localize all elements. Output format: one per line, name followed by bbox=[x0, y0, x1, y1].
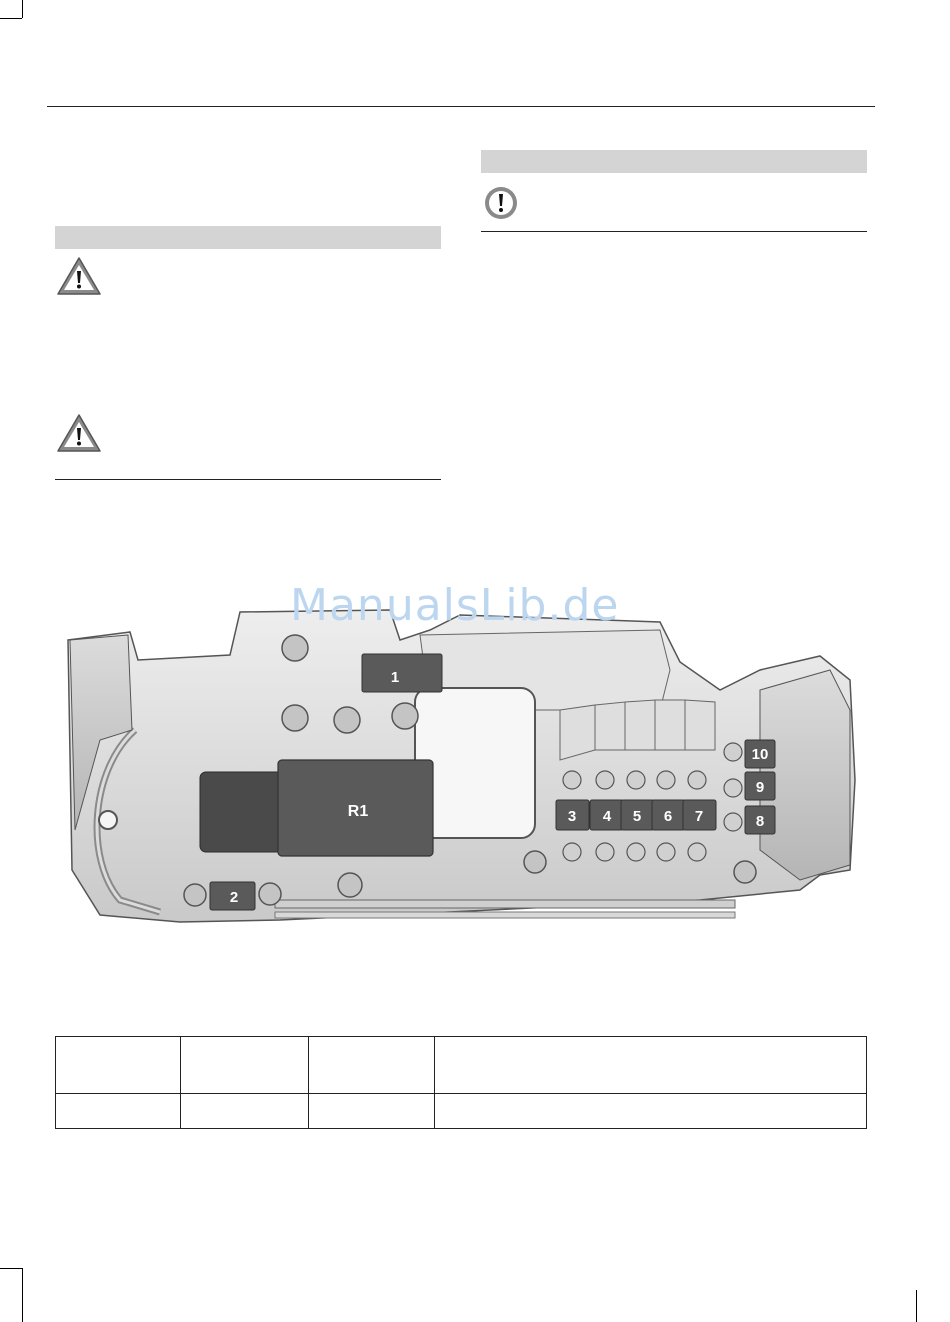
crop-mark-top-left-h bbox=[0, 18, 22, 19]
warning-block-end-rule bbox=[55, 479, 441, 480]
table-cell bbox=[435, 1094, 867, 1129]
watermark: ManualsLib.de bbox=[290, 580, 620, 631]
table-cell bbox=[181, 1094, 309, 1129]
notice-block-end-rule bbox=[481, 231, 867, 232]
label-relay-r1: R1 bbox=[347, 803, 369, 820]
crop-mark-bottom-left-h bbox=[0, 1268, 22, 1269]
exclamation-circle-icon bbox=[483, 185, 519, 226]
bottom-rail bbox=[275, 900, 735, 908]
label-fuse-8: 8 bbox=[755, 813, 765, 830]
mount-hole bbox=[99, 811, 117, 829]
label-fuse-2: 2 bbox=[229, 889, 239, 906]
warning-triangle-icon bbox=[55, 412, 103, 459]
label-fuse-5: 5 bbox=[632, 808, 642, 825]
table-cell bbox=[435, 1037, 867, 1094]
table-cell bbox=[181, 1037, 309, 1094]
table-header-row bbox=[56, 1037, 867, 1094]
label-fuse-1: 1 bbox=[390, 669, 400, 686]
notice-header-band bbox=[481, 150, 867, 173]
header-rule bbox=[47, 106, 875, 107]
label-fuse-9: 9 bbox=[755, 779, 765, 796]
table-row bbox=[56, 1094, 867, 1129]
label-fuse-7: 7 bbox=[694, 808, 704, 825]
table-cell bbox=[309, 1094, 435, 1129]
label-fuse-10: 10 bbox=[751, 746, 769, 763]
crop-mark-bottom-right-v bbox=[916, 1290, 917, 1322]
warning-triangle-icon bbox=[55, 255, 103, 302]
table-cell bbox=[309, 1037, 435, 1094]
crop-mark-bottom-left-v bbox=[22, 1268, 23, 1322]
label-fuse-3: 3 bbox=[567, 808, 577, 825]
label-fuse-6: 6 bbox=[663, 808, 673, 825]
table-cell bbox=[56, 1094, 181, 1129]
fuse-table bbox=[55, 1036, 867, 1129]
crop-mark-top-left-v bbox=[22, 0, 23, 18]
fuse-1 bbox=[362, 654, 442, 692]
label-fuse-4: 4 bbox=[602, 808, 612, 825]
warning-header-band bbox=[55, 226, 441, 249]
table-cell bbox=[56, 1037, 181, 1094]
fuse-box-diagram bbox=[60, 600, 870, 945]
